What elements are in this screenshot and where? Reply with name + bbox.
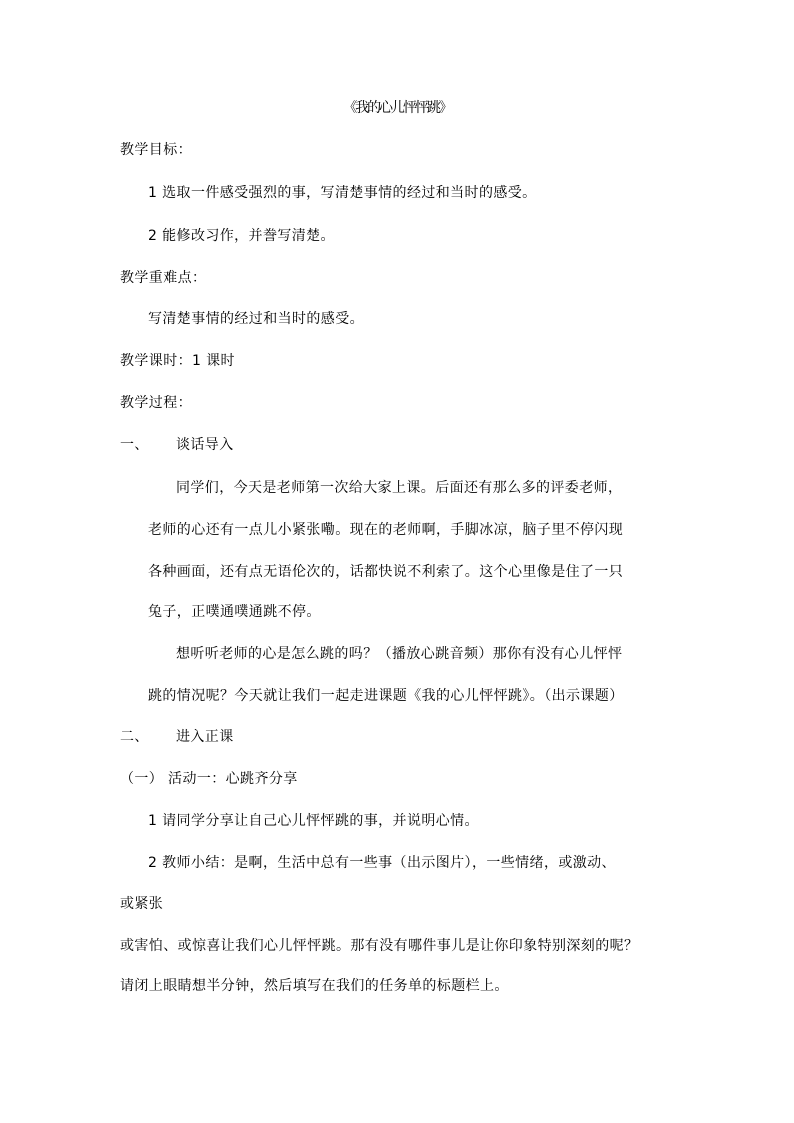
step-2-line-4: 请闭上眼睛想半分钟，然后填写在我们的任务单的标题栏上。 <box>120 978 509 994</box>
document-title: 《我的心儿怦怦跳》 <box>343 100 451 116</box>
key-heading: 教学重难点： <box>120 270 207 286</box>
step-2-line-2: 或紧张 <box>120 896 164 912</box>
para-2-line-1: 想听听老师的心是怎么跳的吗？（播放心跳音频）那你有没有心儿怦怦 <box>176 646 623 662</box>
step-1: 1 请同学分享让自己心儿怦怦跳的事，并说明心情。 <box>148 813 479 829</box>
goal-2: 2 能修改习作，并誊写清楚。 <box>148 228 335 244</box>
section-2-heading <box>120 727 234 747</box>
process-heading: 教学过程： <box>120 395 192 411</box>
class-hours: 教学课时：1 课时 <box>120 353 235 369</box>
activity-1-heading: （一） 活动一：心跳齐分享 <box>120 771 298 787</box>
para-1-line-4: 兔子，正噗通噗通跳不停。 <box>148 604 321 620</box>
section-1-heading <box>120 435 234 455</box>
goal-1: 1 选取一件感受强烈的事，写清楚事情的经过和当时的感受。 <box>148 185 537 201</box>
para-1-line-3: 各种画面，还有点无语伦次的，话都快说不利索了。这个心里像是住了一只 <box>148 564 624 580</box>
section-1-number: 一、 <box>120 437 149 453</box>
para-2-line-2: 跳的情况呢？今天就让我们一起走进课题《我的心儿怦怦跳》。（出示课题） <box>148 688 624 704</box>
step-2-line-3: 或害怕、或惊喜让我们心儿怦怦跳。那有没有哪件事儿是让你印象特别深刻的呢？ <box>120 938 639 954</box>
key-point: 写清楚事情的经过和当时的感受。 <box>148 311 364 327</box>
goals-heading: 教学目标： <box>120 142 192 158</box>
para-1-line-1: 同学们，今天是老师第一次给大家上课。后面还有那么多的评委老师， <box>176 480 623 496</box>
para-1-line-2: 老师的心还有一点儿小紧张嘞。现在的老师啊，手脚冰凉，脑子里不停闪现 <box>148 522 624 538</box>
section-2-title: 进入正课 <box>176 729 234 745</box>
section-1-title: 谈话导入 <box>176 437 234 453</box>
section-2-number: 二、 <box>120 729 149 745</box>
step-2-line-1: 2 教师小结：是啊，生活中总有一些事（出示图片），一些情绪，或激动、 <box>148 855 616 871</box>
